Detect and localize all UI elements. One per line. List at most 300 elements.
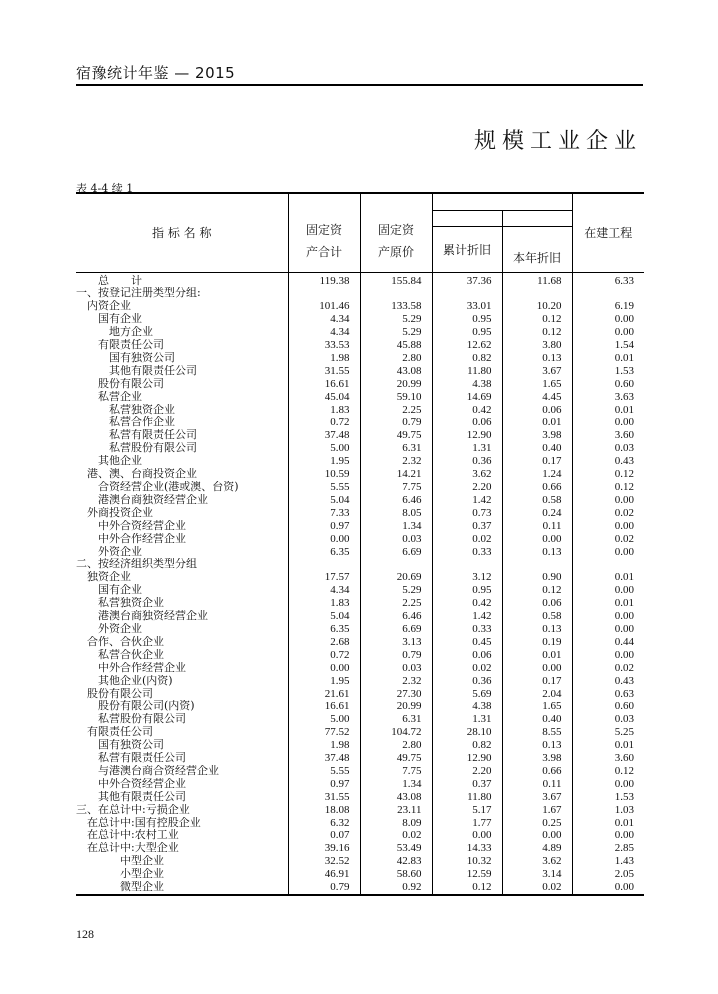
row-value: 0.37 [432,520,502,533]
row-value: 0.06 [502,597,572,610]
row-value: 0.02 [572,662,644,675]
row-value: 23.11 [360,804,432,817]
row-value: 0.02 [360,829,432,842]
row-value: 6.35 [288,623,360,636]
row-value: 4.34 [288,313,360,326]
row-value: 0.82 [432,739,502,752]
table-row [76,868,644,881]
row-value: 1.31 [432,713,502,726]
row-value: 0.60 [572,378,644,391]
row-value: 0.00 [572,610,644,623]
table-row [76,339,644,352]
row-label: 私营企业 [98,390,142,403]
row-value: 0.12 [502,313,572,326]
row-value: 16.61 [288,378,360,391]
row-value [432,287,502,300]
row-value: 0.72 [288,649,360,662]
row-value: 1.98 [288,739,360,752]
row-value: 0.01 [572,352,644,365]
row-label: 港澳台商独资经营企业 [98,493,208,506]
row-value: 28.10 [432,726,502,739]
row-value: 27.30 [360,688,432,701]
row-value: 6.19 [572,300,644,313]
row-value: 14.33 [432,842,502,855]
row-value: 1.43 [572,855,644,868]
row-value: 14.21 [360,468,432,481]
row-value: 0.82 [432,352,502,365]
row-value: 20.69 [360,571,432,584]
row-value: 5.29 [360,313,432,326]
row-value: 31.55 [288,365,360,378]
row-value: 5.17 [432,804,502,817]
row-value: 0.00 [572,326,644,339]
row-value: 0.01 [572,404,644,417]
table-row [76,610,644,623]
row-value: 0.00 [432,829,502,842]
row-value: 33.01 [432,300,502,313]
row-value: 0.12 [502,584,572,597]
row-value: 1.53 [572,791,644,804]
row-value: 0.02 [502,881,572,895]
row-value: 0.13 [502,623,572,636]
row-value: 31.55 [288,791,360,804]
row-value [502,558,572,571]
row-value: 6.31 [360,713,432,726]
table-row [76,739,644,752]
row-label: 合资经营企业(港或澳、台资) [98,481,239,493]
table-row [76,713,644,726]
row-value: 0.17 [502,455,572,468]
row-value: 0.00 [572,778,644,791]
table-row [76,791,644,804]
row-value: 0.00 [572,520,644,533]
row-label: 港、澳、台商投资企业 [87,468,197,481]
row-value: 0.00 [572,313,644,326]
row-value: 3.12 [432,571,502,584]
header-fixed-assets-original: 固定资产原价 [360,210,432,272]
row-value: 5.29 [360,326,432,339]
table-row [76,546,644,559]
row-value [572,558,644,571]
table-row [76,391,644,404]
row-label: 地方企业 [109,326,153,339]
row-label: 其他有限责任公司 [109,364,197,377]
row-value: 0.00 [572,416,644,429]
table-row [76,404,644,417]
table-row [76,636,644,649]
row-value: 4.34 [288,326,360,339]
header-accumulated-depreciation: 累计折旧 [432,226,502,272]
row-label: 私营合作企业 [109,416,175,429]
row-value: 3.13 [360,636,432,649]
table-row [76,287,644,300]
row-value: 0.02 [432,533,502,546]
row-label: 私营有限责任公司 [98,752,186,765]
row-value: 0.01 [572,817,644,830]
row-value: 0.95 [432,584,502,597]
row-value: 6.32 [288,817,360,830]
table-row [76,378,644,391]
row-value: 0.60 [572,700,644,713]
header-fixed-assets-total: 固定资产合计 [288,210,360,272]
row-value: 0.06 [432,649,502,662]
table-row [76,829,644,842]
table-row [76,726,644,739]
row-value: 0.97 [288,778,360,791]
row-value: 0.79 [360,416,432,429]
row-value: 6.33 [572,272,644,287]
row-value: 6.31 [360,442,432,455]
row-value: 0.97 [288,520,360,533]
table-row [76,442,644,455]
row-value: 45.04 [288,391,360,404]
row-value: 58.60 [360,868,432,881]
row-value: 0.13 [502,352,572,365]
row-label: 国有企业 [98,584,142,597]
row-value: 2.20 [432,765,502,778]
table-row [76,584,644,597]
row-value: 0.42 [432,597,502,610]
row-value: 3.14 [502,868,572,881]
row-value: 33.53 [288,339,360,352]
header-rule [76,84,643,86]
row-value: 2.80 [360,739,432,752]
header-annual-depreciation: 本年折旧 [502,226,572,272]
row-value: 37.36 [432,272,502,287]
row-value: 5.25 [572,726,644,739]
row-value: 0.00 [572,649,644,662]
row-value: 7.75 [360,765,432,778]
table-label: 表 4-4 续 1 [76,182,134,195]
row-value: 0.42 [432,404,502,417]
row-label: 股份有限公司 [98,377,164,390]
row-value: 12.59 [432,868,502,881]
row-value: 1.53 [572,365,644,378]
row-value: 0.01 [502,416,572,429]
row-value [432,558,502,571]
row-value: 3.67 [502,365,572,378]
row-value: 5.55 [288,481,360,494]
table-row [76,352,644,365]
row-value: 5.04 [288,494,360,507]
row-label: 在总计中:农村工业 [87,829,179,842]
row-value: 10.59 [288,468,360,481]
table-row [76,468,644,481]
row-value: 0.00 [572,881,644,895]
row-value: 4.45 [502,391,572,404]
row-value: 0.33 [432,546,502,559]
row-value: 12.90 [432,429,502,442]
row-label: 中外合作经营企业 [98,532,186,545]
row-value: 1.65 [502,700,572,713]
row-value: 1.24 [502,468,572,481]
row-value: 0.00 [502,829,572,842]
row-value: 59.10 [360,391,432,404]
row-value: 0.66 [502,765,572,778]
table-row [76,752,644,765]
row-value: 0.03 [572,713,644,726]
row-label: 私营股份有限公司 [109,442,197,455]
row-value: 20.99 [360,700,432,713]
row-value: 0.00 [572,584,644,597]
row-value: 0.43 [572,455,644,468]
row-value: 3.62 [432,468,502,481]
row-value: 0.01 [572,571,644,584]
table-row [76,778,644,791]
table-row [76,365,644,378]
row-label: 中外合作经营企业 [98,661,186,674]
table-row [76,533,644,546]
row-value: 0.00 [288,533,360,546]
row-value: 0.00 [288,662,360,675]
row-value: 3.80 [502,339,572,352]
table-row [76,700,644,713]
row-value: 0.36 [432,455,502,468]
table-row [76,326,644,339]
row-value: 37.48 [288,429,360,442]
row-value: 0.03 [360,662,432,675]
table-row [76,520,644,533]
row-value: 2.25 [360,404,432,417]
row-label: 其他企业(内资) [98,674,173,687]
row-value: 0.11 [502,520,572,533]
row-value: 1.83 [288,404,360,417]
row-value: 0.00 [572,494,644,507]
row-value: 1.34 [360,520,432,533]
row-label: 微型企业 [76,881,288,895]
row-value: 155.84 [360,272,432,287]
row-value: 0.58 [502,494,572,507]
row-value [572,287,644,300]
row-value: 0.92 [360,881,432,895]
row-value: 0.12 [432,881,502,895]
row-value: 0.00 [502,533,572,546]
row-value: 49.75 [360,429,432,442]
row-value: 0.02 [572,507,644,520]
row-value: 0.00 [502,662,572,675]
row-value: 11.80 [432,365,502,378]
row-value: 119.38 [288,272,360,287]
row-label: 二、按经济组织类型分组 [76,558,197,571]
row-label: 股份有限公司(内资) [98,700,195,713]
row-value: 0.07 [288,829,360,842]
row-value: 2.85 [572,842,644,855]
row-value: 8.09 [360,817,432,830]
row-value: 5.04 [288,610,360,623]
table-row [76,481,644,494]
row-value: 0.00 [572,623,644,636]
row-value: 1.83 [288,597,360,610]
row-value: 2.68 [288,636,360,649]
row-label: 其他企业 [98,455,142,468]
table-row [76,817,644,830]
row-value: 0.02 [572,533,644,546]
row-value: 0.06 [502,404,572,417]
row-value: 6.35 [288,546,360,559]
table-row [76,842,644,855]
row-value: 0.12 [572,481,644,494]
row-value: 6.69 [360,623,432,636]
row-value: 0.66 [502,481,572,494]
row-value: 5.69 [432,688,502,701]
row-value: 0.13 [502,739,572,752]
row-label: 私营有限责任公司 [109,429,197,442]
row-value: 0.79 [288,881,360,895]
row-value: 1.34 [360,778,432,791]
row-value: 21.61 [288,688,360,701]
table-row [76,416,644,429]
row-value: 5.00 [288,713,360,726]
row-value: 42.83 [360,855,432,868]
row-value: 37.48 [288,752,360,765]
row-label: 有限责任公司 [98,339,164,352]
row-value: 0.11 [502,778,572,791]
row-value: 11.68 [502,272,572,287]
table-row [76,881,644,895]
row-value: 0.12 [572,765,644,778]
row-value [288,558,360,571]
row-label: 股份有限公司 [87,687,153,700]
row-value: 10.32 [432,855,502,868]
row-value: 3.60 [572,752,644,765]
row-value: 3.98 [502,429,572,442]
row-value: 0.36 [432,675,502,688]
row-value: 4.38 [432,378,502,391]
table-row [76,455,644,468]
row-value: 1.67 [502,804,572,817]
row-label: 私营独资企业 [98,597,164,610]
row-value: 3.67 [502,791,572,804]
row-label: 其他有限责任公司 [98,790,186,803]
row-value: 1.03 [572,804,644,817]
row-value: 8.55 [502,726,572,739]
row-value: 3.98 [502,752,572,765]
row-label: 在总计中:国有控股企业 [87,816,201,829]
row-label: 国有独资公司 [109,351,175,364]
row-value: 5.00 [288,442,360,455]
row-label: 外资企业 [98,545,142,558]
row-label: 合作、合伙企业 [87,635,164,648]
row-value: 0.72 [288,416,360,429]
row-value: 11.80 [432,791,502,804]
row-value: 5.29 [360,584,432,597]
table-row [76,507,644,520]
table-row [76,675,644,688]
row-value: 6.69 [360,546,432,559]
row-value [360,558,432,571]
row-value: 49.75 [360,752,432,765]
row-value: 1.42 [432,494,502,507]
row-value: 3.62 [502,855,572,868]
row-label: 国有独资公司 [98,739,164,752]
row-value: 6.46 [360,610,432,623]
row-value: 0.37 [432,778,502,791]
row-label: 有限责任公司 [87,726,153,739]
row-value: 101.46 [288,300,360,313]
row-value: 0.73 [432,507,502,520]
row-label: 私营合伙企业 [98,648,164,661]
table-row [76,313,644,326]
row-label: 内资企业 [87,300,131,313]
row-value: 12.90 [432,752,502,765]
row-value: 0.02 [432,662,502,675]
row-value: 46.91 [288,868,360,881]
row-value: 2.04 [502,688,572,701]
row-label: 私营股份有限公司 [98,713,186,726]
table-row [76,688,644,701]
row-value: 0.00 [572,829,644,842]
row-value: 0.45 [432,636,502,649]
row-label: 小型企业 [120,868,164,881]
row-value: 53.49 [360,842,432,855]
row-value: 14.69 [432,391,502,404]
row-label: 中外合资经营企业 [98,777,186,790]
row-value: 2.25 [360,597,432,610]
row-value: 20.99 [360,378,432,391]
row-value: 4.89 [502,842,572,855]
running-header: 宿豫统计年鉴 — 2015 [76,64,236,82]
row-value: 39.16 [288,842,360,855]
table-header [76,193,644,272]
section-title: 规模工业企业 [473,129,642,154]
row-value: 0.40 [502,442,572,455]
header-construction-in-progress: 在建工程 [572,193,644,272]
row-value: 0.95 [432,326,502,339]
row-value: 2.20 [432,481,502,494]
row-value: 0.63 [572,688,644,701]
row-value: 2.32 [360,675,432,688]
row-value: 2.05 [572,868,644,881]
row-value: 1.77 [432,817,502,830]
row-value: 0.33 [432,623,502,636]
row-value: 0.43 [572,675,644,688]
row-value: 1.95 [288,455,360,468]
row-value: 17.57 [288,571,360,584]
row-value [502,287,572,300]
table-row [76,571,644,584]
row-label: 一、按登记注册类型分组: [76,287,201,300]
row-value: 0.25 [502,817,572,830]
row-label: 总 计 [98,273,142,287]
row-value: 0.44 [572,636,644,649]
row-value: 1.54 [572,339,644,352]
row-value [288,287,360,300]
row-value: 0.01 [572,739,644,752]
table-row [76,804,644,817]
row-value: 43.08 [360,365,432,378]
row-value: 0.58 [502,610,572,623]
row-value: 1.65 [502,378,572,391]
row-value: 0.12 [502,326,572,339]
row-label: 外商投资企业 [87,506,153,519]
data-table [76,192,644,896]
row-value: 4.34 [288,584,360,597]
row-value: 0.01 [572,597,644,610]
row-value: 16.61 [288,700,360,713]
table-row [76,558,644,571]
table-row [76,272,644,287]
row-value: 0.79 [360,649,432,662]
table-row [76,765,644,778]
row-value: 3.63 [572,391,644,404]
row-value: 10.20 [502,300,572,313]
table-row [76,649,644,662]
row-value: 0.01 [502,649,572,662]
row-value [360,287,432,300]
row-value: 104.72 [360,726,432,739]
row-value: 1.95 [288,675,360,688]
row-value: 77.52 [288,726,360,739]
